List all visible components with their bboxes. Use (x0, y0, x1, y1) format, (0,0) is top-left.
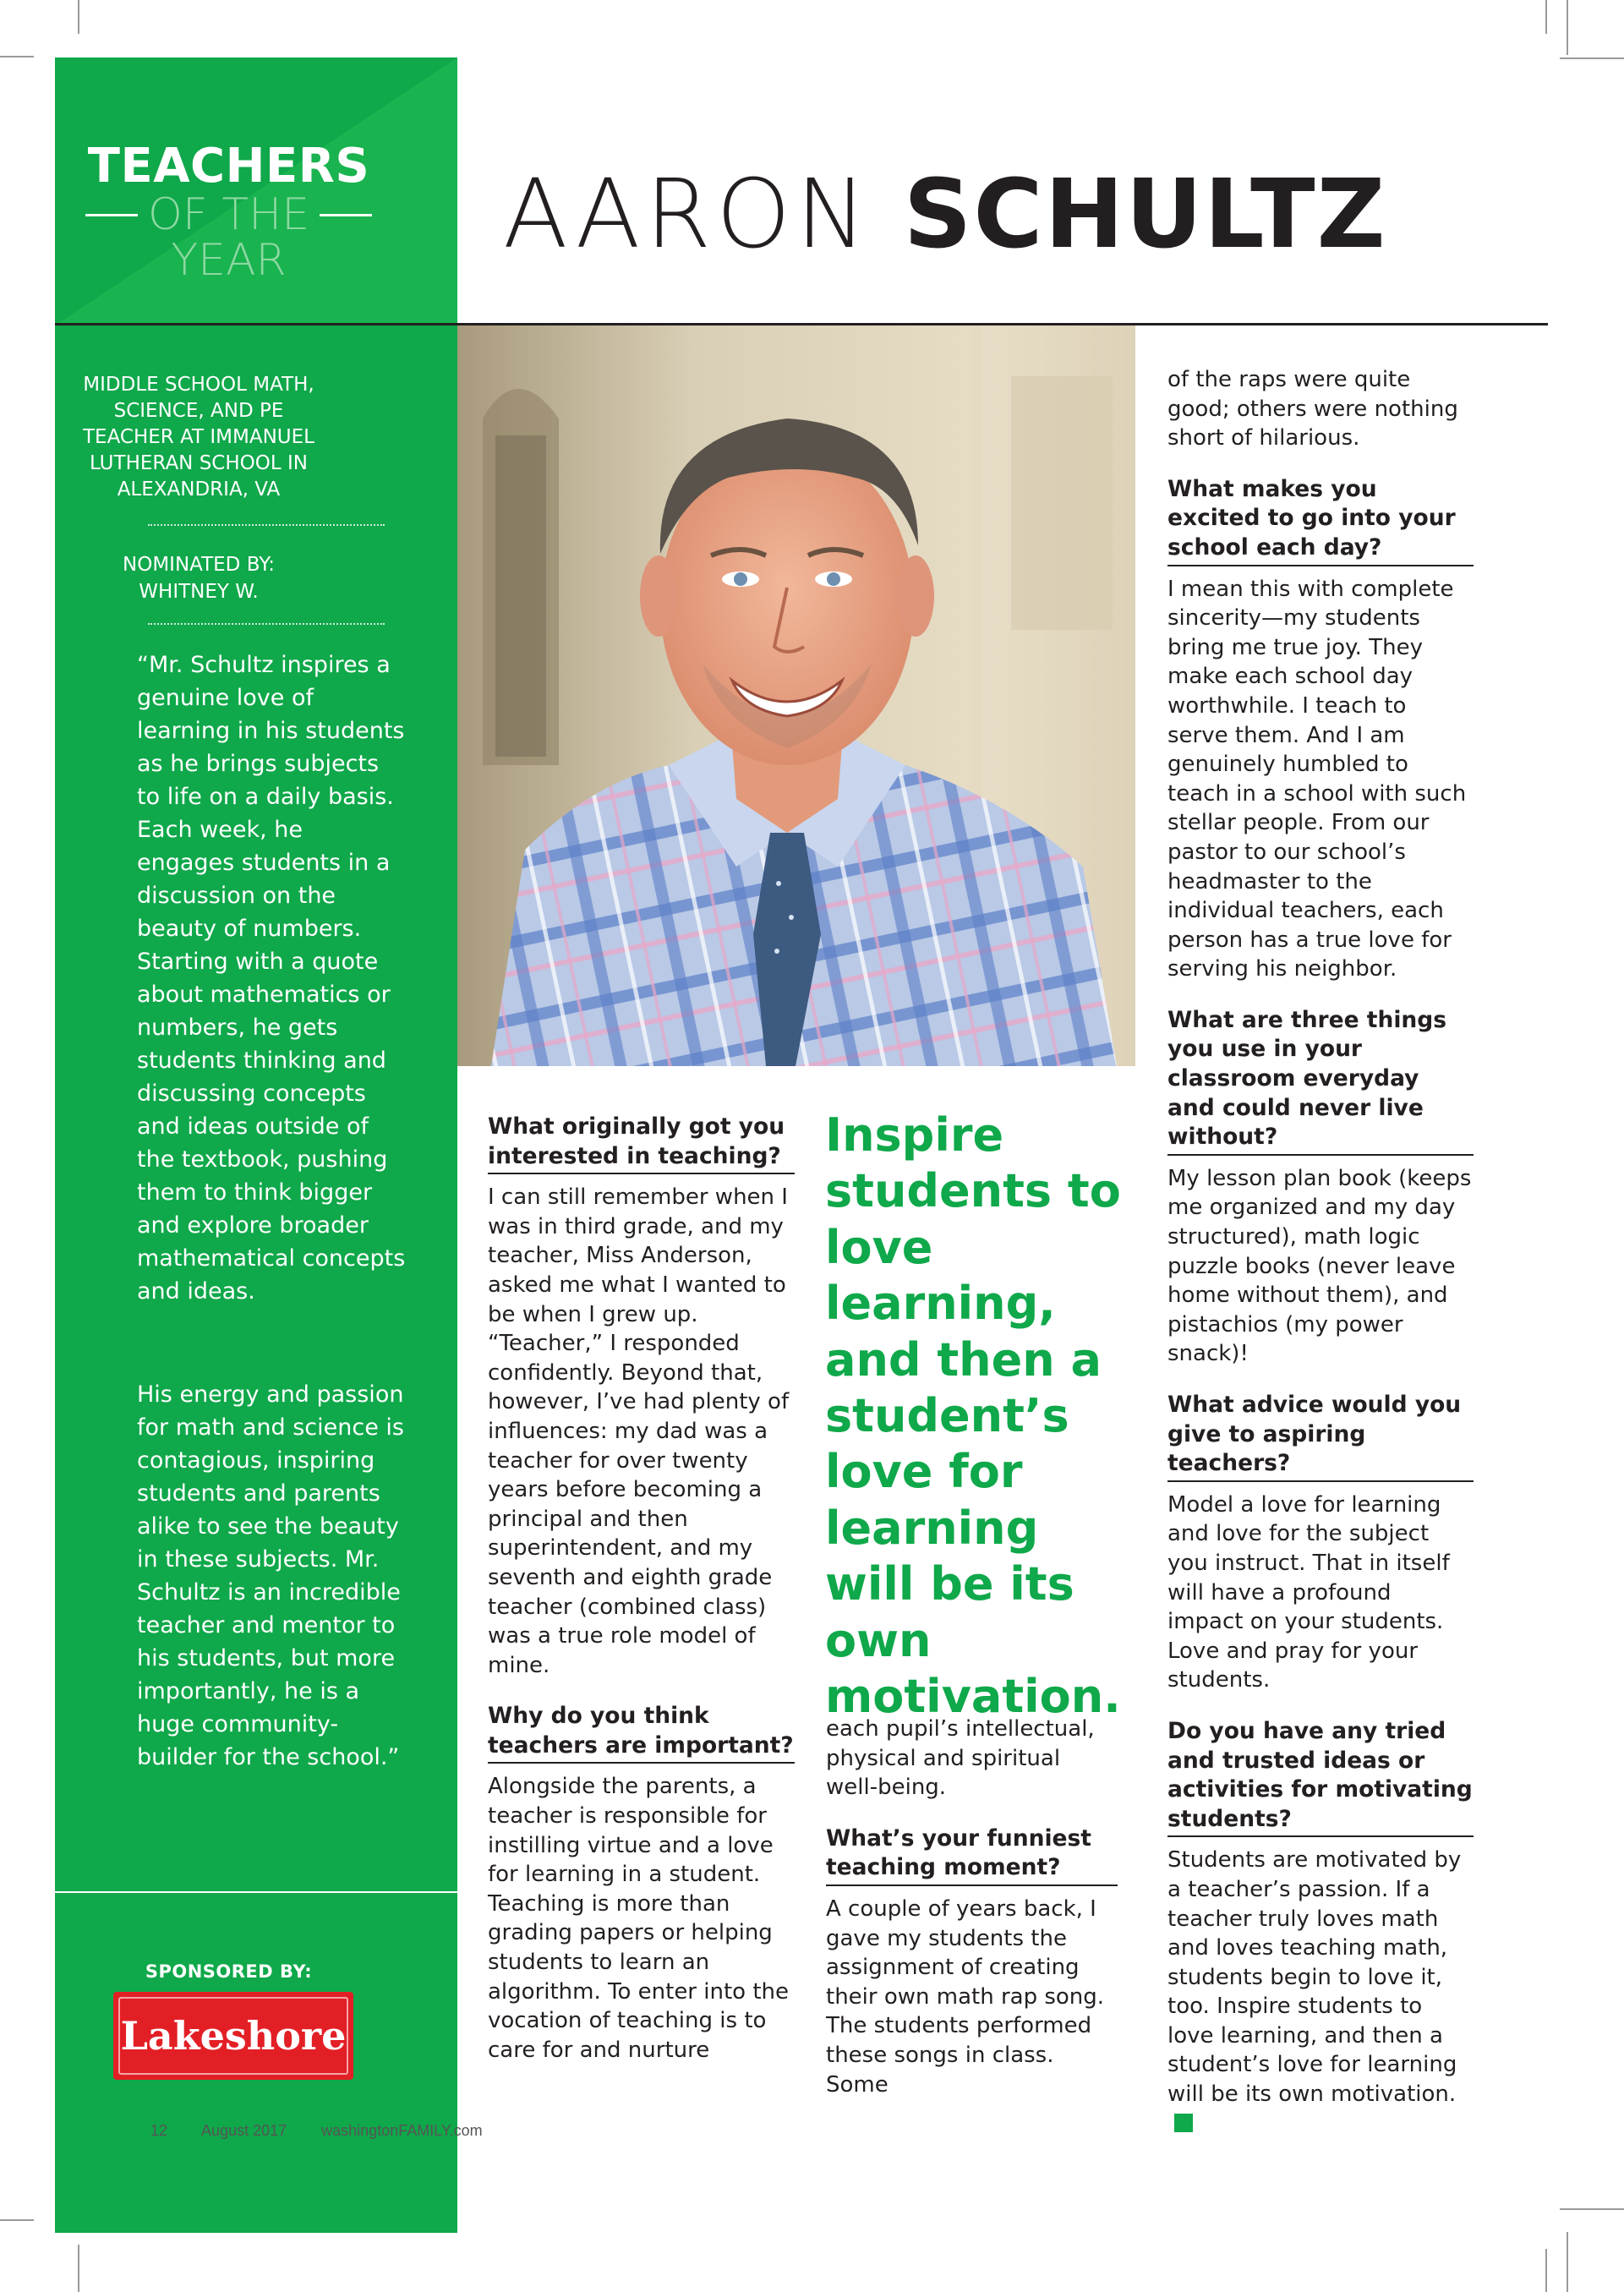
answer-text: each pupil’s intellectual, physical and spiritual well-being. (826, 1716, 1095, 1801)
answer-text: I mean this with complete sincerity—my students bring me true joy. They make each school day worthwhile. I teach to serve them. And I am genuinely humbled to teach in a school with such stellar people. From our pastor to our school’s headmaster to the individual teachers, each person has a true love for serving his neighbor. (1167, 576, 1467, 982)
lakeshore-logo: Lakeshore (113, 1992, 353, 2080)
crop-mark (0, 56, 34, 57)
article-column-2 (826, 1715, 1118, 2099)
brand-logo-text (55, 139, 402, 287)
question-rule (488, 1762, 795, 1764)
crop-mark (78, 2245, 79, 2292)
teacher-role: MIDDLE SCHOOL MATH, SCIENCE, AND PE TEACHER AT IMMANUEL LUTHERAN SCHOOL IN ALEXANDRIA, VA (83, 374, 314, 501)
crop-mark (1560, 2208, 1624, 2210)
question-rule (1167, 1835, 1474, 1837)
pull-quote: Inspire students to love learning, and then a student’s love for learning will be its own motivation. (825, 1108, 1121, 1724)
nomination-quote-p2: His energy and passion for math and science is contagious, inspiring students and parents alike to see the beauty in these subjects. Mr. Schultz is an incredible teacher and mentor to his students, but more importantly, he is a huge community-builder for the school.” (137, 1381, 404, 1770)
website: washingtonFAMILY.com (321, 2122, 483, 2139)
crop-mark (78, 0, 79, 34)
crop-mark (1567, 0, 1568, 55)
crop-mark (1545, 2249, 1547, 2292)
crop-mark (0, 2219, 34, 2221)
crop-mark (1567, 2232, 1568, 2292)
crop-mark (1545, 0, 1547, 34)
answer-text: A couple of years back, I gave my students the assignment of creating their own math rap song. The students performed these songs in class. Some (826, 1895, 1105, 2098)
answer-text: Model a love for learning and love for the subject you instruct. That in itself will have a profound impact on your students. Love and pray for your students. (1167, 1491, 1450, 1693)
article-column-3 (1167, 365, 1474, 2138)
answer-text: of the raps were quite good; others were nothing short of hilarious. (1167, 367, 1458, 451)
brand-of-the: OF THE (55, 192, 402, 238)
teacher-portrait-photo (457, 325, 1135, 1066)
page-number: 12 (150, 2122, 168, 2139)
page-title (503, 160, 1387, 270)
page-footer (150, 2122, 513, 2140)
dotted-divider (148, 623, 385, 625)
answer-text: I can still remember when I was in third grade, and my teacher, Miss Anderson, asked me what I wanted to be when I grew up. “Teacher,” I responded confidently. Beyond that, however, I’ve had plenty of influences: my dad was a teacher for over twenty years before becoming a principal and then superintendent, and my seventh and eighth grade teacher (combined class) was a true role model of mine. (488, 1184, 790, 1678)
nomination-quote-p1: “Mr. Schultz inspires a genuine love of learning in his students as he brings subjects to life on a daily basis. Each week, he engages students in a discussion on the beauty of numbers. Starting with a quote about mathematics or numbers, he gets students thinking and discussing concepts and ideas outside of the textbook, pushing them to think bigger and explore broader mathematical concepts and ideas. (137, 652, 406, 1305)
question-heading: What advice would you give to aspiring teachers? (1167, 1392, 1462, 1477)
question-heading: Why do you think teachers are important? (488, 1703, 794, 1759)
dotted-divider (148, 524, 385, 526)
sponsor-label: SPONSORED BY: (145, 1961, 313, 1982)
question-heading: What’s your funniest teaching moment? (826, 1824, 1091, 1881)
brand-teachers: TEACHERS (87, 139, 370, 194)
title-first-name: AARON (503, 160, 872, 270)
crop-mark (1560, 57, 1624, 59)
answer-text: My lesson plan book (keeps me organized and my day structured), math logic puzzle books (never leave home without them), and pistachios (my power snack)! (1167, 1165, 1472, 1367)
issue-date: August 2017 (201, 2122, 287, 2139)
question-rule (1167, 1154, 1474, 1156)
question-rule (826, 1884, 1118, 1886)
title-last-name: SCHULTZ (903, 160, 1387, 270)
question-rule (1167, 565, 1474, 566)
nominated-by: NOMINATED BY: WHITNEY W. (123, 554, 275, 603)
question-heading: What originally got you interested in teaching? (488, 1113, 785, 1169)
question-heading: Do you have any tried and trusted ideas or activities for motivating students? (1167, 1717, 1473, 1832)
article-column-1 (488, 1113, 795, 2065)
question-heading: What makes you excited to go into your school each day? (1167, 475, 1456, 561)
end-mark-icon (1174, 2114, 1193, 2132)
answer-text: Alongside the parents, a teacher is responsible for instilling virtue and a love for learning in a student. Teaching is more than grading papers or helping students to learn an algorithm. To enter into the vocation of teaching is to care for and nurture (488, 1774, 790, 2063)
brand-year: YEAR (171, 235, 287, 287)
question-rule (488, 1173, 795, 1174)
question-rule (1167, 1480, 1474, 1482)
question-heading: What are three things you use in your classroom everyday and could never live without? (1167, 1006, 1447, 1151)
answer-text: Students are motivated by a teacher’s passion. If a teacher truly loves math and loves teaching math, students begin to love it, too. Inspire students to love learning, and then a student’s love for learning will be its own motivation. (1167, 1846, 1474, 2138)
